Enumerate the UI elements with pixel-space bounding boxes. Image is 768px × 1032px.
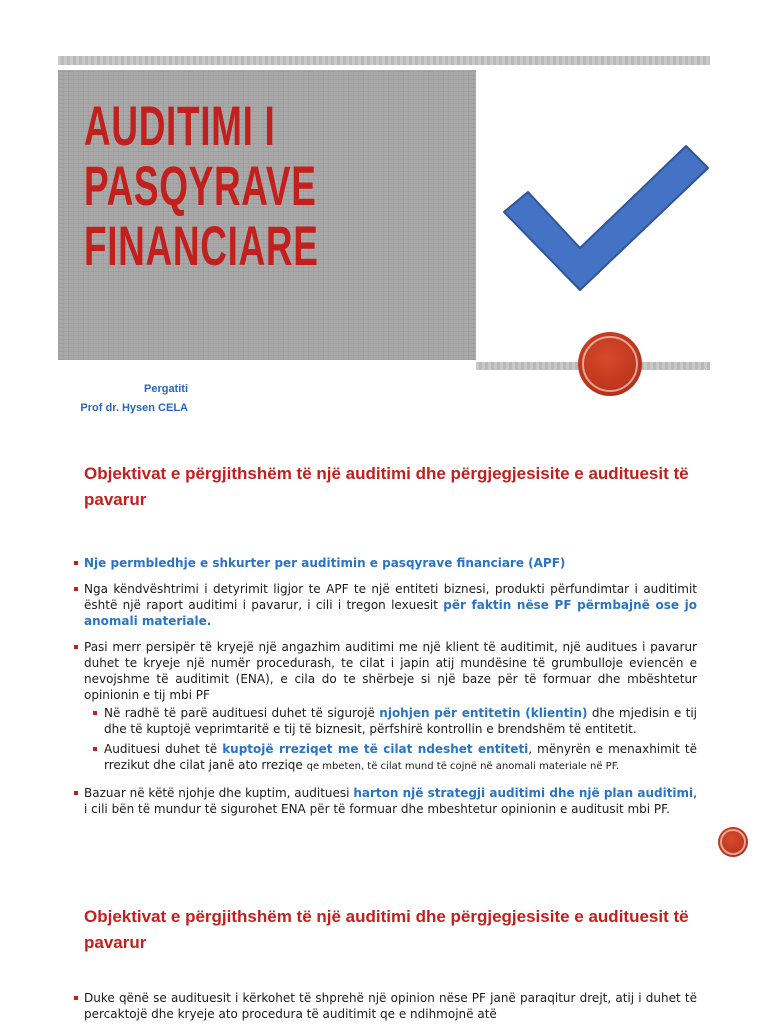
slide2-bullet-list bbox=[72, 555, 697, 827]
sub-list-item: Në radhë të parë audituesi duhet të sigurojë njohjen për entitetin (klientin) dhe mjedisin e tij dhe të kuptojë veprimtaritë e tij të biznesit, përfshirë kontrollin e brendshëm të entitetit. bbox=[84, 705, 697, 737]
slide2-heading: Objektivat e përgjithshëm të një auditimi dhe përgjegjesisite e audituesit të pavarur bbox=[84, 464, 689, 509]
title-slide bbox=[0, 0, 768, 430]
presentation-title: AUDITIMI I PASQYRAVE FINANCIARE bbox=[84, 94, 319, 277]
list-item: Duke qënë se audituesit i kërkohet të shprehë një opinion nëse PF janë paraqitur drejt, atij i duhet të percaktojë dhe kryeje ato procedura të auditimit qe e ndihmojnë atë bbox=[72, 990, 697, 1022]
list-item: Pasi merr persipër të kryejë një angazhim auditimi me një klient të auditimit, një auditues i pavarur duhet te kryeje një numër procedurash, te cilat i japin atij mundësine të grumbulloje eviencën e nevojshme të auditimit (ENA), e cila do te shërbeje si një baze për të formuar dhe mbështetur opinionin e tij mbi PF Në radhë të parë audituesi duhet të sigurojë njohjen për entitetin (klientin) dhe mjedisin e tij dhe të kuptojë veprimtaritë e tij të biznesit, përfshirë kontrollin e brendshëm të entitetit. Audituesi duhet të kuptojë rreziqet me të cilat ndeshet entiteti, mënyrën e menaxhimit të rrezikut dhe cilat janë ato rreziqe qe mbeten, të cilat mund të cojnë në anomali materiale në PF. bbox=[72, 639, 697, 775]
red-circle-icon bbox=[578, 332, 642, 396]
list-item: Bazuar në këtë njohje dhe kuptim, audituesi harton një strategji auditimi dhe një plan auditimi, i cili bën të mundur të sigurohet ENA për të formuar dhe mbeshtetur opinionin e auditusit mbi PF. bbox=[72, 785, 697, 817]
slide3-heading: Objektivat e përgjithshëm të një auditimi dhe përgjegjesisite e audituesit të pavarur bbox=[84, 907, 689, 952]
top-divider-bar bbox=[58, 56, 710, 65]
red-circle-icon bbox=[718, 827, 748, 857]
sub-list-item: Audituesi duhet të kuptojë rreziqet me të cilat ndeshet entiteti, mënyrën e menaxhimit të rrezikut dhe cilat janë ato rreziqe qe mbeten, të cilat mund të cojnë në anomali materiale në PF. bbox=[84, 741, 697, 775]
author-name: Prof dr. Hysen CELA bbox=[80, 402, 188, 414]
slide3-bullet-list bbox=[72, 990, 697, 1032]
checkmark-icon bbox=[496, 140, 716, 296]
list-item: Nga këndvështrimi i detyrimit ligjor te APF te një entiteti biznesi, produkti përfundimtar i auditimit është një raport auditimi i pavarur, i cili i tregon lexuesit për faktin nëse PF përmbajnë ose jo anomali materiale. bbox=[72, 581, 697, 629]
prepared-label: Pergatiti bbox=[143, 383, 188, 395]
summary-bullet: Nje permbledhje e shkurter per auditimin e pasqyrave financiare (APF) bbox=[84, 556, 566, 570]
author-block bbox=[0, 380, 188, 418]
list-item bbox=[72, 555, 697, 571]
sub-bullet-list bbox=[84, 705, 697, 775]
